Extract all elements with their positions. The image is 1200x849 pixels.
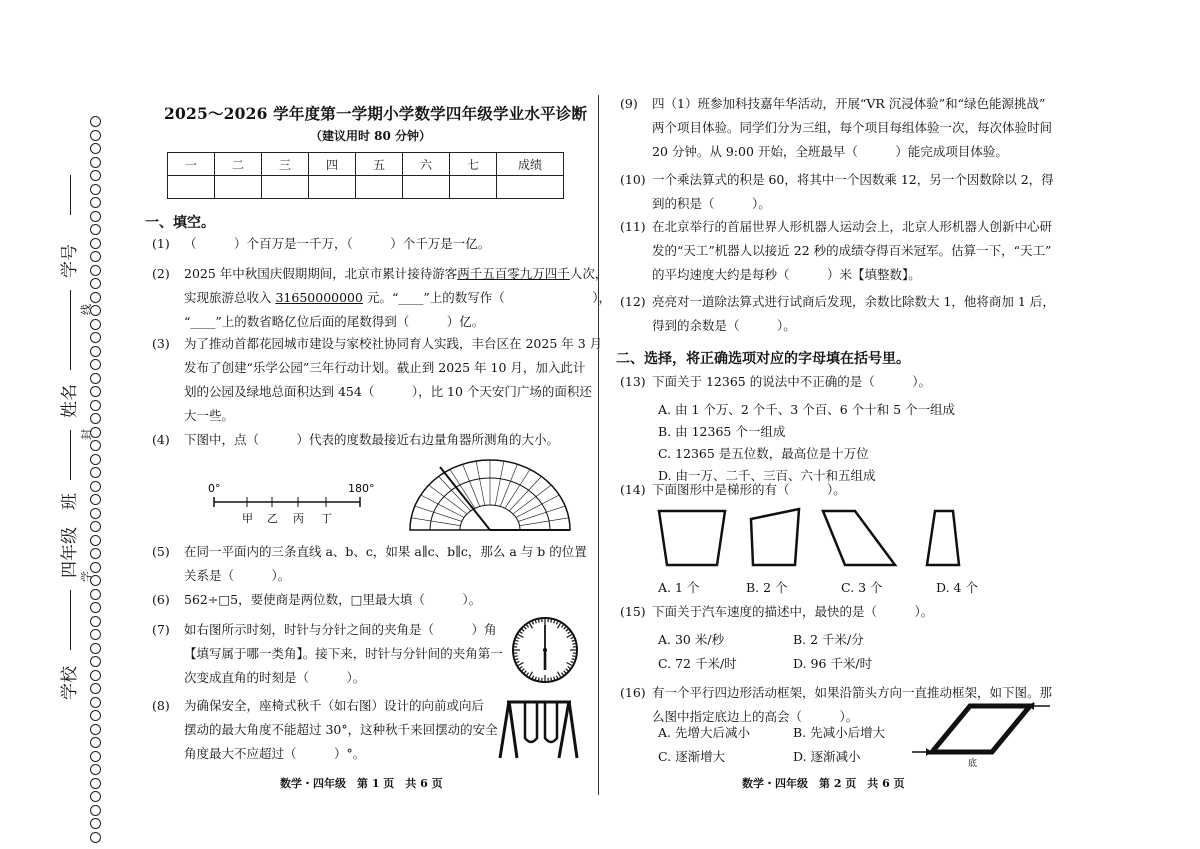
binding-hole bbox=[90, 359, 101, 370]
question-text: 关系是（ ）。 bbox=[184, 568, 291, 583]
question-text: 为了推动首都花园城市建设与家校社协同育人实践，丰台区在 2025 年 3 月 bbox=[184, 336, 603, 351]
score-header: 五 bbox=[356, 153, 403, 176]
binding-hole bbox=[90, 616, 101, 627]
score-header: 一 bbox=[168, 153, 215, 176]
question-text: 四（1）班参加科技嘉年华活动，开展“VR 沉浸体验”和“绿色能源挑战” bbox=[652, 96, 1046, 111]
binding-hole bbox=[90, 292, 101, 303]
shape-2 bbox=[751, 509, 799, 565]
seal-char-3: 学 bbox=[80, 571, 93, 582]
option-b[interactable]: B. 先减小后增大 bbox=[793, 725, 886, 740]
shape-4 bbox=[927, 511, 959, 565]
score-cell[interactable] bbox=[356, 176, 403, 199]
question-text: 发的“天工”机器人以接近 22 秒的成绩夺得百米冠军。估算一下，“天工” bbox=[652, 243, 1052, 258]
school-label: 学校 bbox=[60, 666, 80, 700]
binding-hole bbox=[90, 521, 101, 532]
score-header: 成绩 bbox=[497, 153, 564, 176]
option-b[interactable]: B. 2 千米/分 bbox=[793, 632, 864, 647]
binding-hole bbox=[90, 643, 101, 654]
option-d[interactable]: D. 96 千米/时 bbox=[793, 656, 873, 671]
binding-hole bbox=[90, 467, 101, 478]
question-text: 角度最大不应超过（ ）°。 bbox=[184, 746, 366, 761]
binding-hole bbox=[90, 373, 101, 384]
binding-hole bbox=[90, 778, 101, 789]
option-a[interactable]: A. 先增大后减小 bbox=[658, 725, 750, 740]
question-number: (16) bbox=[620, 685, 646, 700]
binding-hole bbox=[90, 589, 101, 600]
binding-hole bbox=[90, 386, 101, 397]
question-number: (3) bbox=[152, 336, 170, 351]
clock-icon bbox=[510, 615, 580, 685]
question-number: (15) bbox=[620, 604, 646, 619]
question-number: (4) bbox=[152, 432, 170, 447]
question-number: (5) bbox=[152, 544, 170, 559]
question-text: 划的公园及绿地总面积达到 454（ ），比 10 个天安门广场的面积还 bbox=[184, 384, 592, 399]
binding-circles bbox=[90, 116, 104, 845]
binding-hole bbox=[90, 440, 101, 451]
question-number: (1) bbox=[152, 236, 170, 251]
option-c[interactable]: C. 12365 是五位数，最高位是十万位 bbox=[658, 446, 869, 461]
option-d[interactable]: D. 由一万、二千、三百、六十和五组成 bbox=[658, 468, 876, 483]
question-number: (13) bbox=[620, 374, 646, 389]
question-number: (6) bbox=[152, 592, 170, 607]
question-text: 在北京举行的首届世界人形机器人运动会上，北京人形机器人创新中心研 bbox=[652, 219, 1053, 234]
question-text: 两个项目体验。同学们分为三组，每个项目每组体验一次，每次体验时间 bbox=[652, 120, 1053, 135]
score-table bbox=[167, 152, 564, 199]
class-label: 班 bbox=[60, 493, 80, 510]
question-number: (14) bbox=[620, 482, 646, 497]
option-b[interactable]: B. 由 12365 个一组成 bbox=[658, 424, 786, 439]
binding-hole bbox=[90, 238, 101, 249]
quadrilateral-shapes bbox=[655, 505, 985, 570]
binding-hole bbox=[90, 818, 101, 829]
binding-hole bbox=[90, 697, 101, 708]
point-label: 丁 bbox=[321, 512, 332, 525]
question-13 bbox=[620, 370, 931, 394]
shape-3 bbox=[823, 511, 895, 565]
question-5 bbox=[152, 540, 587, 588]
binding-hole bbox=[90, 710, 101, 721]
question-10 bbox=[620, 168, 1054, 216]
question-text: 人次， bbox=[569, 266, 608, 281]
binding-hole bbox=[90, 724, 101, 735]
underlined-number: 两千五百零九万四千 bbox=[457, 266, 570, 281]
school-line bbox=[70, 590, 71, 650]
option-d[interactable]: D. 4 个 bbox=[936, 580, 978, 595]
option-b[interactable]: B. 2 个 bbox=[746, 580, 788, 595]
question-9 bbox=[620, 92, 1052, 164]
question-1 bbox=[152, 232, 490, 256]
question-text: 562÷□5，要使商是两位数，□里最大填（ ）。 bbox=[184, 592, 482, 607]
question-number: (9) bbox=[620, 96, 638, 111]
exam-subtitle: （建议用时 80 分钟） bbox=[310, 129, 432, 143]
binding-hole bbox=[90, 400, 101, 411]
binding-hole bbox=[90, 791, 101, 802]
name-line bbox=[70, 290, 71, 370]
binding-hole bbox=[90, 548, 101, 559]
binding-hole bbox=[90, 265, 101, 276]
question-number: (12) bbox=[620, 294, 646, 309]
binding-hole bbox=[90, 805, 101, 816]
parallelogram-frame-figure bbox=[912, 698, 1052, 770]
question-number: (11) bbox=[620, 219, 646, 234]
question-text: 下面关于汽车速度的描述中，最快的是（ ）。 bbox=[652, 604, 934, 619]
score-header: 四 bbox=[309, 153, 356, 176]
question-text: 实现旅游总收入 bbox=[184, 290, 276, 305]
binding-hole bbox=[90, 508, 101, 519]
footer-left: 数学・四年级 第 1 页 共 6 页 bbox=[280, 777, 443, 790]
question-text: 到的积是（ ）。 bbox=[652, 196, 771, 211]
underlined-number: 31650000000 bbox=[275, 290, 363, 305]
option-a[interactable]: A. 1 个 bbox=[658, 580, 700, 595]
option-a[interactable]: A. 30 米/秒 bbox=[658, 632, 725, 647]
question-15 bbox=[620, 600, 933, 624]
option-c[interactable]: C. 逐渐增大 bbox=[658, 749, 726, 764]
option-a[interactable]: A. 由 1 个万、2 个千、3 个百、6 个十和 5 个一组成 bbox=[658, 402, 956, 417]
base-label: 底 bbox=[968, 759, 978, 769]
question-number: (7) bbox=[152, 622, 170, 637]
binding-hole bbox=[90, 170, 101, 181]
question-12 bbox=[620, 290, 1055, 338]
score-cell[interactable] bbox=[215, 176, 262, 199]
binding-hole bbox=[90, 130, 101, 141]
seal-char-2: 封 bbox=[80, 429, 93, 440]
question-text: 次变成直角的时刻是（ ）。 bbox=[184, 670, 366, 685]
swing-figure bbox=[497, 698, 582, 763]
score-cell[interactable] bbox=[262, 176, 309, 199]
question-number: (8) bbox=[152, 698, 170, 713]
point-label: 丙 bbox=[293, 512, 304, 525]
question-text: “____”上的数省略亿位后面的尾数得到（ ）亿。 bbox=[184, 314, 485, 329]
ruler-end-label: 180° bbox=[348, 482, 375, 495]
score-header: 二 bbox=[215, 153, 262, 176]
question-text: （ ）个百万是一千万，（ ）个千万是一亿。 bbox=[184, 236, 491, 251]
binding-hole bbox=[90, 251, 101, 262]
question-text: 亮亮对一道除法算式进行试商后发现，余数比除数大 1，他将商加 1 后， bbox=[652, 294, 1055, 309]
column-divider bbox=[598, 95, 599, 795]
question-text: 下面关于 12365 的说法中不正确的是（ ）。 bbox=[652, 374, 931, 389]
score-cell[interactable] bbox=[168, 176, 215, 199]
score-header: 三 bbox=[262, 153, 309, 176]
question-7 bbox=[152, 618, 503, 690]
question-text: 下图中，点（ ）代表的度数最接近右边量角器所测角的大小。 bbox=[184, 432, 560, 447]
binding-hole bbox=[90, 629, 101, 640]
question-text: 得到的余数是（ ）。 bbox=[652, 318, 796, 333]
question-text: 如右图所示时刻，时针与分针之间的夹角是（ ）角 bbox=[184, 622, 497, 637]
question-text: 2025 年中秋国庆假期期间，北京市累计接待游客 bbox=[184, 266, 458, 281]
question-11 bbox=[620, 215, 1052, 287]
binding-hole bbox=[90, 751, 101, 762]
class-line bbox=[70, 430, 71, 480]
question-text: 么图中指定底边上的高会（ ）。 bbox=[652, 709, 859, 724]
question-text: 20 分钟。从 9:00 开始，全班最早（ ）能完成项目体验。 bbox=[652, 144, 1008, 159]
binding-hole bbox=[90, 602, 101, 613]
question-text: 【填写属于哪一类角】。接下来，时针与分针间的夹角第一 bbox=[184, 646, 503, 661]
binding-hole bbox=[90, 157, 101, 168]
binding-margin bbox=[0, 0, 130, 849]
point-label: 乙 bbox=[267, 512, 278, 525]
binding-hole bbox=[90, 535, 101, 546]
grade-label: 四年级 bbox=[60, 527, 80, 578]
score-header: 六 bbox=[403, 153, 450, 176]
question-8 bbox=[152, 694, 498, 766]
binding-hole bbox=[90, 224, 101, 235]
binding-hole bbox=[90, 454, 101, 465]
point-label: 甲 bbox=[242, 512, 253, 525]
binding-hole bbox=[90, 184, 101, 195]
binding-hole bbox=[90, 116, 101, 127]
footer-right: 数学・四年级 第 2 页 共 6 页 bbox=[742, 777, 905, 790]
question-text: 发布了创建“乐学公园”三年行动计划。截止到 2025 年 10 月，加入此计 bbox=[184, 360, 586, 375]
question-text: 为确保安全，座椅式秋千（如右图）设计的向前或向后 bbox=[184, 698, 485, 713]
question-number: (10) bbox=[620, 172, 646, 187]
binding-hole bbox=[90, 832, 101, 843]
binding-hole bbox=[90, 346, 101, 357]
question-text: 下面图形中是梯形的有（ ）。 bbox=[652, 482, 846, 497]
question-text: 在同一平面内的三条直线 a、b、c，如果 a∥c、b∥c，那么 a 与 b 的位置 bbox=[184, 544, 587, 559]
question-text: 大一些。 bbox=[184, 408, 235, 423]
binding-hole bbox=[90, 481, 101, 492]
question-text: 的平均速度大约是每秒（ ）米【填整数】。 bbox=[652, 267, 921, 282]
section1-heading: 一、填空。 bbox=[145, 215, 215, 231]
binding-hole bbox=[90, 670, 101, 681]
binding-hole bbox=[90, 413, 101, 424]
ruler-start-label: 0° bbox=[208, 482, 221, 495]
score-cell[interactable] bbox=[403, 176, 450, 199]
studentno-line bbox=[70, 175, 71, 215]
binding-hole bbox=[90, 197, 101, 208]
binding-hole bbox=[90, 211, 101, 222]
question-6 bbox=[152, 588, 481, 612]
studentno-label: 学号 bbox=[60, 244, 80, 278]
binding-hole bbox=[90, 143, 101, 154]
question-4 bbox=[152, 428, 559, 452]
question-14 bbox=[620, 478, 846, 502]
score-header: 七 bbox=[450, 153, 497, 176]
shape-1 bbox=[659, 511, 725, 565]
score-cell[interactable] bbox=[450, 176, 497, 199]
question-text: 元。“____”上的数写作（ ）， bbox=[362, 290, 611, 305]
question-3 bbox=[152, 332, 602, 428]
option-d[interactable]: D. 逐渐减小 bbox=[793, 749, 861, 764]
question-2 bbox=[152, 262, 611, 334]
binding-hole bbox=[90, 656, 101, 667]
seal-char-1: 线 bbox=[80, 304, 93, 315]
question-text: 有一个平行四边形活动框架，如果沿箭头方向一直推动框架，如下图。那 bbox=[652, 685, 1053, 700]
exam-title: 2025～2026 学年度第一学期小学数学四年级学业水平诊断 bbox=[164, 104, 588, 123]
option-c[interactable]: C. 3 个 bbox=[841, 580, 883, 595]
binding-hole bbox=[90, 764, 101, 775]
score-cell[interactable] bbox=[309, 176, 356, 199]
binding-hole bbox=[90, 737, 101, 748]
name-label: 姓名 bbox=[60, 384, 80, 418]
binding-hole bbox=[90, 332, 101, 343]
section2-heading: 二、选择，将正确选项对应的字母填在括号里。 bbox=[616, 351, 910, 367]
angle-number-line bbox=[200, 480, 380, 530]
question-number: (2) bbox=[152, 266, 170, 281]
question-text: 摆动的最大角度不能超过 30°，这种秋千来回摆动的安全 bbox=[184, 722, 498, 737]
option-c[interactable]: C. 72 千米/时 bbox=[658, 656, 737, 671]
question-text: 一个乘法算式的积是 60，将其中一个因数乘 12，另一个因数除以 2，得 bbox=[652, 172, 1054, 187]
binding-hole bbox=[90, 319, 101, 330]
binding-hole bbox=[90, 278, 101, 289]
binding-hole bbox=[90, 683, 101, 694]
score-cell[interactable] bbox=[497, 176, 564, 199]
protractor-figure bbox=[405, 455, 575, 535]
binding-hole bbox=[90, 494, 101, 505]
